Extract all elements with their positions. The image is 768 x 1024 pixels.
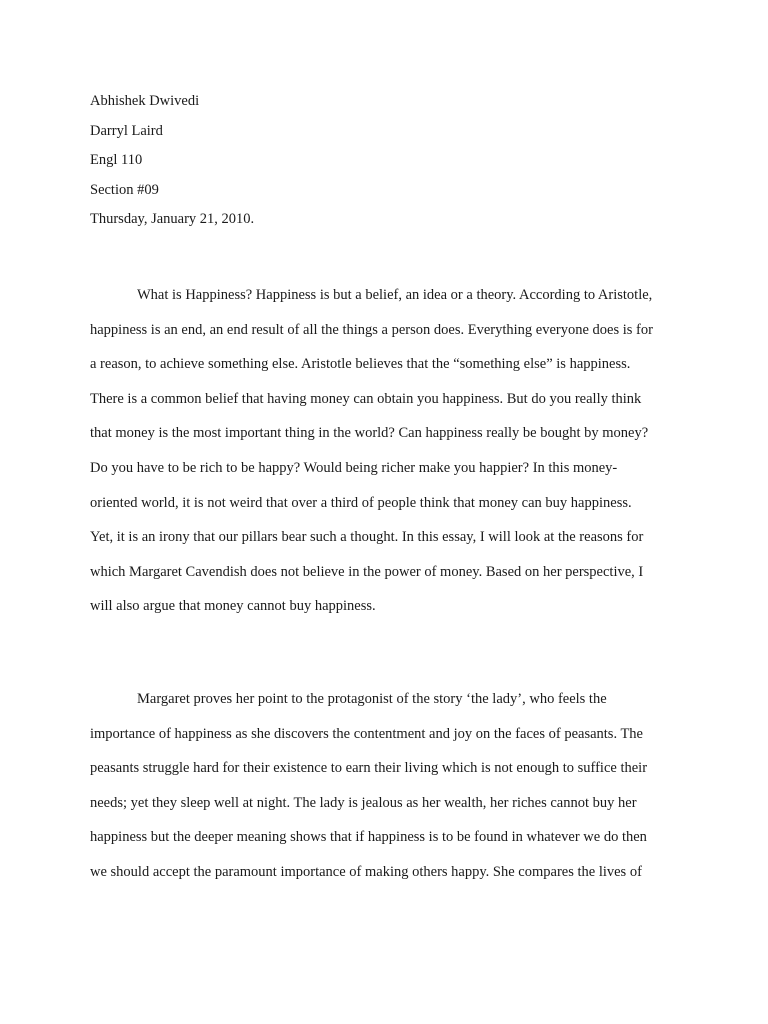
paragraph-line: peasants struggle hard for their existence to earn their living which is not enough to suffice their: [90, 760, 648, 777]
paragraph-body: [90, 682, 680, 890]
paragraph-line: importance of happiness as she discovers the contentment and joy on the faces of peasants. The: [90, 725, 643, 742]
section-number: Section #09: [90, 181, 159, 198]
paragraph-line: a reason, to achieve something else. Aristotle believes that the “something else” is happiness.: [90, 356, 631, 373]
paragraph-line: oriented world, it is not weird that over a third of people think that money can buy happiness.: [90, 494, 632, 511]
paragraph-line: Yet, it is an irony that our pillars bear such a thought. In this essay, I will look at the reasons for: [90, 529, 644, 546]
paragraph-line: we should accept the paramount importance of making others happy. She compares the lives of: [90, 863, 642, 880]
header-block: [90, 87, 254, 235]
paragraph-line: happiness but the deeper meaning shows that if happiness is to be found in whatever we do then: [90, 829, 647, 846]
author-name: Abhishek Dwivedi: [90, 93, 200, 109]
paragraph-line: Margaret proves her point to the protagonist of the story ‘the lady’, who feels the: [137, 691, 607, 707]
course-name: Engl 110: [90, 152, 143, 168]
paragraph-line: needs; yet they sleep well at night. The lady is jealous as her wealth, her riches cannot buy her: [90, 794, 637, 811]
paragraph-line: happiness is an end, an end result of all the things a person does. Everything everyone does is for: [90, 321, 653, 338]
paragraph-intro: [90, 278, 680, 624]
paragraph-line: that money is the most important thing in the world? Can happiness really be bought by money?: [90, 425, 649, 442]
instructor-name: Darryl Laird: [90, 122, 163, 139]
paragraph-line: Do you have to be rich to be happy? Would being richer make you happier? In this money-: [90, 459, 618, 476]
paragraph-line: What is Happiness? Happiness is but a belief, an idea or a theory. According to Aristotle,: [137, 287, 653, 303]
paragraph-line: which Margaret Cavendish does not believe in the power of money. Based on her perspective, I: [90, 563, 644, 580]
essay-date: Thursday, January 21, 2010.: [90, 211, 255, 227]
paragraph-line: will also argue that money cannot buy happiness.: [90, 598, 376, 615]
paragraph-line: There is a common belief that having money can obtain you happiness. But do you really think: [90, 390, 642, 407]
